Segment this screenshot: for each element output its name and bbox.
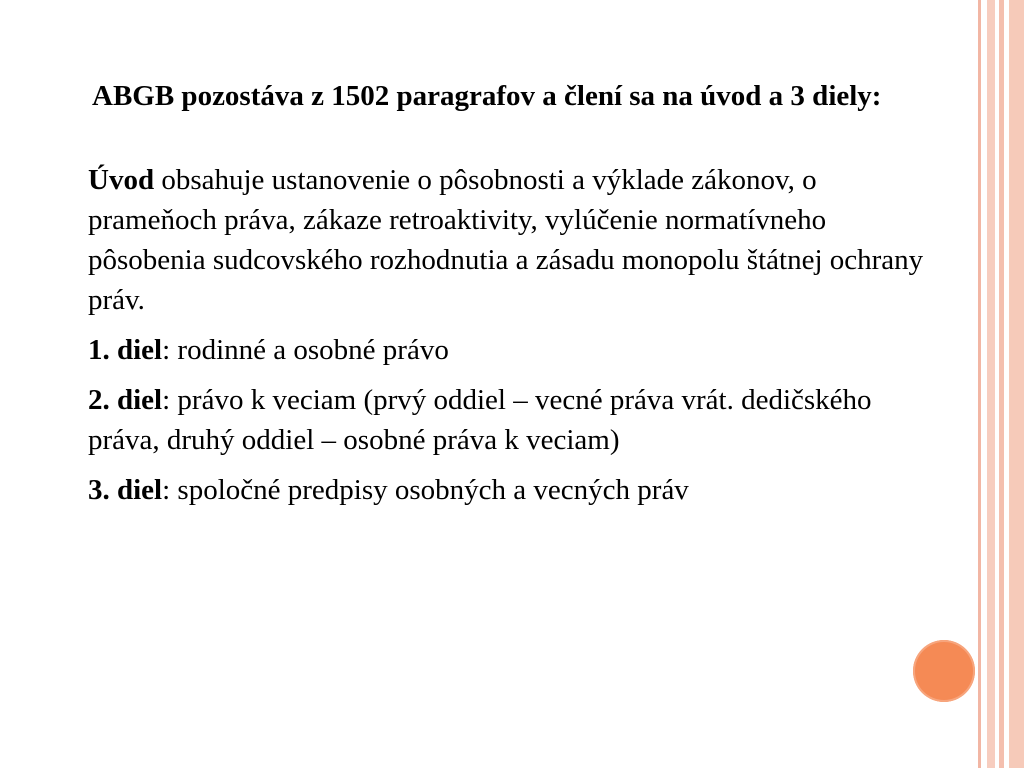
part-3-label: 3. diel	[88, 474, 163, 506]
part-2-paragraph	[88, 380, 928, 460]
part-2-text: : právo k veciam (prvý oddiel – vecné práva vrát. dedičského práva, druhý oddiel – osobné práva k veciam)	[88, 384, 872, 456]
border-stripe	[1009, 0, 1024, 768]
part-3-paragraph	[88, 470, 928, 510]
border-stripe	[999, 0, 1004, 768]
uvod-label: Úvod	[88, 164, 155, 196]
part-3-text: : spoločné predpisy osobných a vecných práv	[162, 474, 689, 506]
part-2-label: 2. diel	[88, 384, 163, 416]
part-1-text: : rodinné a osobné právo	[162, 334, 449, 366]
uvod-paragraph	[88, 160, 928, 320]
border-stripe	[987, 0, 995, 768]
part-1-paragraph	[88, 330, 928, 370]
intro-text: ABGB pozostáva z 1502 paragrafov a člení sa na úvod a 3 diely:	[92, 80, 882, 112]
decorative-circle	[913, 640, 975, 702]
part-1-label: 1. diel	[88, 334, 163, 366]
border-stripe	[978, 0, 981, 768]
uvod-text: obsahuje ustanovenie o pôsobnosti a výklade zákonov, o prameňoch práva, zákaze retroaktivity, vylúčenie normatívneho pôsobenia sudcovského rozhodnutia a zásadu monopolu štátnej ochrany práv.	[88, 164, 924, 316]
slide-content	[88, 76, 928, 520]
decorative-border	[978, 0, 1024, 768]
